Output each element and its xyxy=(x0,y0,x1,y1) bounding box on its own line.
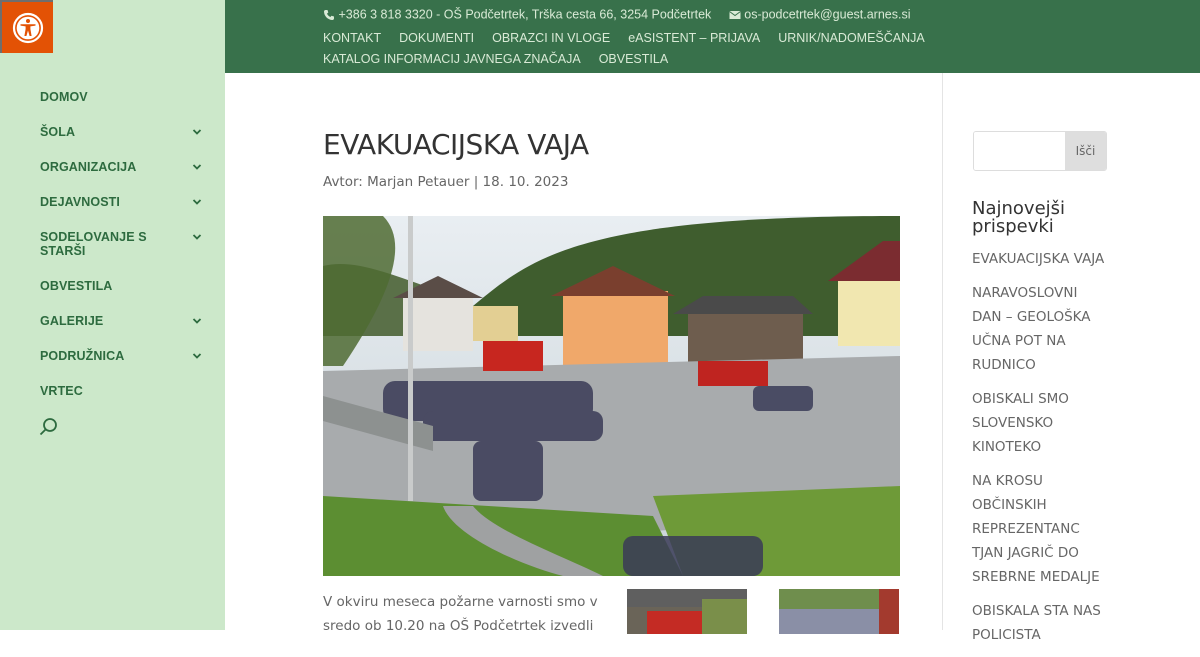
phone-icon xyxy=(323,9,335,21)
recent-posts-title: Najnovejši prispevki xyxy=(972,198,1066,237)
post-body: V okviru meseca požarne varnosti smo v sredo ob 10.20 na OŠ Podčetrtek izvedli xyxy=(323,594,598,634)
chevron-down-icon[interactable] xyxy=(192,127,202,137)
chevron-down-icon[interactable] xyxy=(192,197,202,207)
recent-post-link[interactable]: NA KROSU OBČINSKIH REPREZENTANC TJAN JAGRIČ DO SREBRNE MEDALJE xyxy=(972,473,1100,585)
widget-search-button[interactable]: Išči xyxy=(1065,132,1106,170)
sidebar-item-label: VRTEC xyxy=(40,384,83,398)
search-icon[interactable] xyxy=(39,417,59,437)
contact-info xyxy=(323,7,911,22)
sidebar-item-label: ŠOLA xyxy=(40,125,76,139)
content-divider xyxy=(942,73,943,630)
contact-text: +386 3 818 3320 - OŠ Podčetrtek, Trška cesta 66, 3254 Podčetrtek xyxy=(338,7,712,22)
widget-search xyxy=(973,131,1107,171)
sidebar-nav xyxy=(40,88,210,417)
students-group-photo xyxy=(779,589,899,634)
menu-item-dokumenti[interactable]: DOKUMENTI xyxy=(399,31,475,45)
sidebar-item-sola[interactable] xyxy=(40,123,210,141)
recent-post-link[interactable]: EVAKUACIJSKA VAJA xyxy=(972,251,1105,267)
email-icon xyxy=(729,10,741,20)
post-featured-image[interactable] xyxy=(323,216,900,576)
gallery-thumbnail[interactable] xyxy=(627,589,747,634)
sidebar-item-vrtec[interactable] xyxy=(40,382,210,400)
menu-item-katalog-informacij[interactable]: KATALOG INFORMACIJ JAVNEGA ZNAČAJA xyxy=(323,52,581,66)
menu-item-obrazci-in-vloge[interactable]: OBRAZCI IN VLOGE xyxy=(492,31,611,45)
recent-post-link[interactable]: OBISKALI SMO SLOVENSKO KINOTEKO xyxy=(972,391,1069,455)
menu-item-kontakt[interactable]: KONTAKT xyxy=(323,31,382,45)
sidebar-item-podruznica[interactable] xyxy=(40,347,210,365)
sidebar-item-organizacija[interactable] xyxy=(40,158,210,176)
recent-post-link[interactable]: NARAVOSLOVNI DAN – GEOLOŠKA UČNA POT NA RUDNICO xyxy=(972,285,1091,373)
accessibility-button-inner[interactable] xyxy=(2,2,53,53)
left-sidebar xyxy=(0,0,225,630)
chevron-down-icon[interactable] xyxy=(192,316,202,326)
chevron-down-icon[interactable] xyxy=(192,162,202,172)
email-link[interactable]: os-podcetrtek@guest.arnes.si xyxy=(744,7,911,22)
post-title: EVAKUACIJSKA VAJA xyxy=(323,128,589,161)
sidebar-item-label: PODRUŽNICA xyxy=(40,349,125,363)
sidebar-item-label: DEJAVNOSTI xyxy=(40,195,120,209)
post-meta: Avtor: Marjan Petauer | 18. 10. 2023 xyxy=(323,174,569,190)
sidebar-item-obvestila[interactable] xyxy=(40,277,210,295)
sidebar-item-dejavnosti[interactable] xyxy=(40,193,210,211)
sidebar-item-label: SODELOVANJE S STARŠI xyxy=(40,230,147,258)
sidebar-item-galerije[interactable] xyxy=(40,312,210,330)
widget-search-input[interactable] xyxy=(974,132,1064,170)
sidebar-item-label: DOMOV xyxy=(40,90,88,104)
accessibility-button[interactable] xyxy=(0,0,53,53)
menu-item-urnik-nadomescanja[interactable]: URNIK/NADOMEŠČANJA xyxy=(778,31,925,45)
chevron-down-icon[interactable] xyxy=(192,232,202,242)
recent-posts-list xyxy=(972,247,1107,657)
sidebar-item-sodelovanje-s-starsi[interactable] xyxy=(40,228,210,260)
accessibility-icon xyxy=(12,12,44,44)
sidebar-item-domov[interactable] xyxy=(40,88,210,106)
chevron-down-icon[interactable] xyxy=(192,351,202,361)
top-menu xyxy=(323,28,963,70)
top-header xyxy=(225,0,1200,73)
sidebar-item-label: OBVESTILA xyxy=(40,279,113,293)
sidebar-item-label: GALERIJE xyxy=(40,314,104,328)
recent-post-link[interactable]: OBISKALA STA NAS POLICISTA xyxy=(972,603,1101,643)
sidebar-item-label: ORGANIZACIJA xyxy=(40,160,137,174)
fire-truck-photo xyxy=(627,589,747,634)
gallery-thumbnail[interactable] xyxy=(779,589,899,634)
evacuation-photo xyxy=(323,216,900,576)
menu-item-obvestila[interactable]: OBVESTILA xyxy=(598,52,669,66)
menu-item-easistent-prijava[interactable]: eASISTENT – PRIJAVA xyxy=(628,31,761,45)
